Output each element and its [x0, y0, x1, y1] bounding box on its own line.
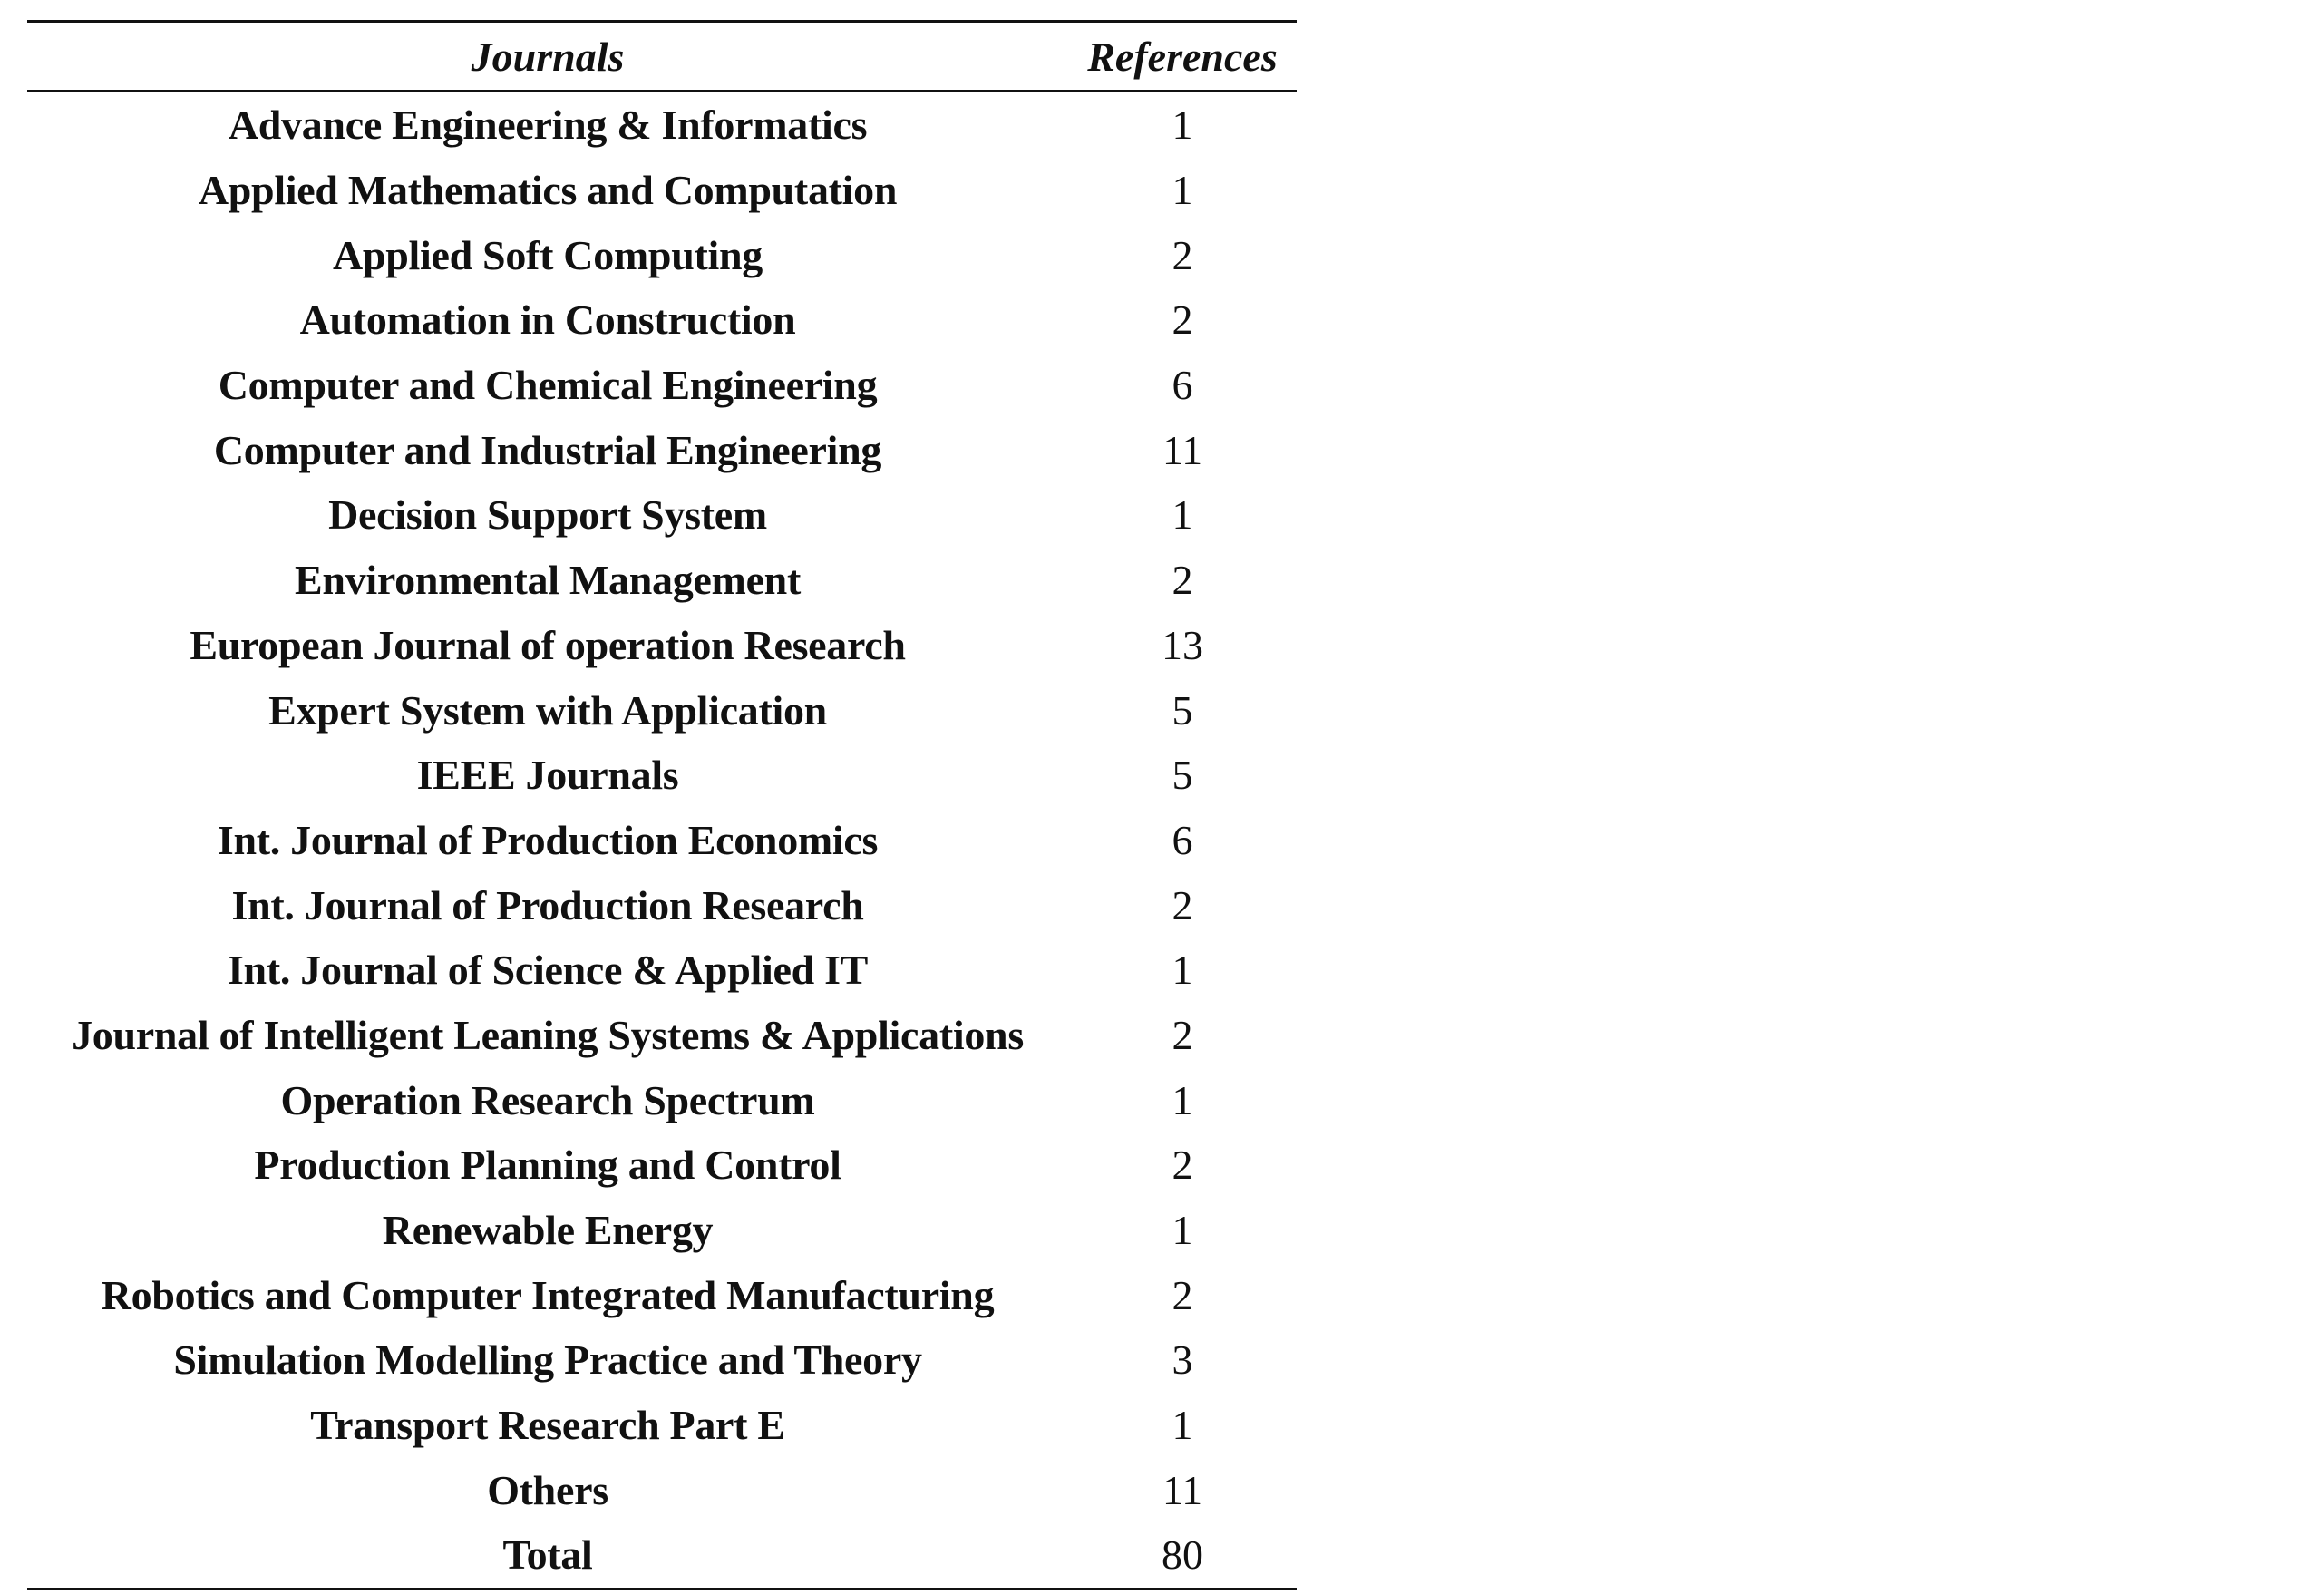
journal-name-cell: Int. Journal of Production Research	[231, 881, 864, 928]
journal-name-cell: Advance Engineering & Informatics	[228, 102, 868, 149]
journal-name-cell: Environmental Management	[295, 557, 801, 604]
journal-name-cell: European Journal of operation Research	[190, 621, 906, 668]
table-row	[27, 677, 1297, 743]
table-row	[27, 1393, 1297, 1458]
reference-count-cell: 2	[1172, 1142, 1193, 1189]
reference-count-cell: 13	[1162, 621, 1203, 668]
references-column-header: References	[1087, 33, 1278, 80]
journal-name-cell: Applied Soft Computing	[333, 231, 763, 278]
reference-count-cell: 2	[1172, 881, 1193, 928]
journal-name-cell: Expert System with Application	[268, 686, 827, 734]
table-row	[27, 287, 1297, 353]
reference-count-cell: 2	[1172, 231, 1193, 278]
reference-count-cell: 1	[1172, 491, 1193, 539]
table-row	[27, 548, 1297, 613]
journal-name-cell: Computer and Industrial Engineering	[213, 426, 882, 473]
reference-count-cell: 3	[1172, 1336, 1193, 1384]
journal-name-cell: Int. Journal of Science & Applied IT	[227, 947, 869, 994]
reference-count-cell: 2	[1172, 1271, 1193, 1318]
reference-count-cell: 2	[1172, 296, 1193, 344]
reference-count-cell: 2	[1172, 1011, 1193, 1058]
reference-count-cell: 11	[1162, 426, 1203, 473]
reference-count-cell: 6	[1172, 362, 1193, 409]
total-row	[27, 1522, 1297, 1589]
reference-count-cell: 6	[1172, 816, 1193, 863]
table-row	[27, 1132, 1297, 1198]
table-row	[27, 613, 1297, 678]
journal-name-cell: Renewable Energy	[382, 1207, 714, 1254]
table-row	[27, 353, 1297, 418]
reference-count-cell: 5	[1172, 752, 1193, 799]
journal-name-cell: Simulation Modelling Practice and Theory	[173, 1336, 922, 1384]
reference-count-cell: 80	[1162, 1531, 1203, 1579]
journal-name-cell: Applied Mathematics and Computation	[198, 167, 898, 214]
table-row	[27, 158, 1297, 223]
journal-name-cell: Transport Research Part E	[310, 1402, 785, 1449]
journal-name-cell: Decision Support System	[328, 491, 767, 539]
table-row	[27, 743, 1297, 808]
table-row	[27, 938, 1297, 1003]
table-row	[27, 222, 1297, 287]
journal-name-cell: Total	[502, 1531, 593, 1579]
reference-count-cell: 1	[1172, 947, 1193, 994]
table-row	[27, 1067, 1297, 1132]
table-body	[27, 92, 1297, 1589]
journal-name-cell: Others	[487, 1466, 608, 1513]
table-row	[27, 482, 1297, 548]
journal-name-cell: Computer and Chemical Engineering	[218, 362, 878, 409]
journal-name-cell: Automation in Construction	[299, 296, 796, 344]
reference-count-cell: 5	[1172, 686, 1193, 734]
table-row	[27, 1262, 1297, 1327]
journal-name-cell: Journal of Intelligent Leaning Systems & Applications	[72, 1011, 1024, 1058]
journal-name-cell: Production Planning and Control	[254, 1142, 841, 1189]
table-row	[27, 1327, 1297, 1393]
table-row	[27, 1003, 1297, 1068]
reference-count-cell: 1	[1172, 102, 1193, 149]
journal-name-cell: IEEE Journals	[416, 752, 679, 799]
journal-name-cell: Int. Journal of Production Economics	[217, 816, 879, 863]
reference-count-cell: 1	[1172, 167, 1193, 214]
reference-count-cell: 1	[1172, 1076, 1193, 1123]
journal-name-cell: Operation Research Spectrum	[280, 1076, 815, 1123]
table-row	[27, 1198, 1297, 1263]
header-row	[27, 22, 1297, 92]
table-row	[27, 1457, 1297, 1522]
table-row	[27, 417, 1297, 482]
journals-table	[27, 20, 1297, 1590]
table-header	[27, 22, 1297, 92]
table-row	[27, 872, 1297, 938]
reference-count-cell: 2	[1172, 557, 1193, 604]
reference-count-cell: 11	[1162, 1466, 1203, 1513]
reference-count-cell: 1	[1172, 1402, 1193, 1449]
journal-name-cell: Robotics and Computer Integrated Manufacturing	[101, 1271, 995, 1318]
table-row	[27, 808, 1297, 873]
table-row	[27, 92, 1297, 158]
reference-count-cell: 1	[1172, 1207, 1193, 1254]
journals-column-header: Journals	[471, 33, 625, 80]
